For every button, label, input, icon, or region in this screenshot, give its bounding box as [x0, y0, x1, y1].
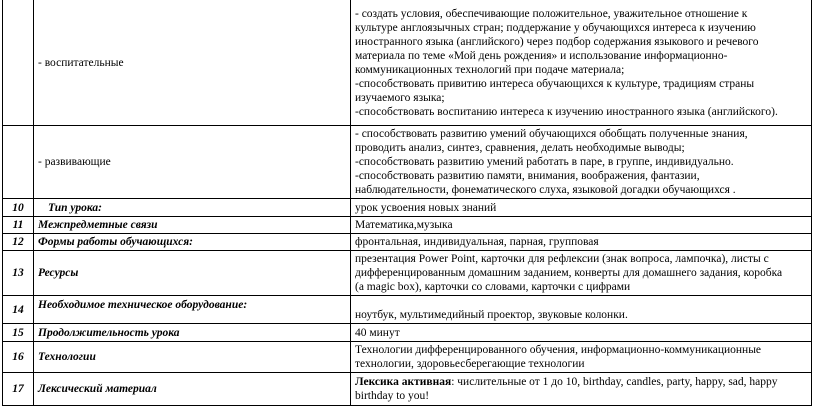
row-number: 10 — [3, 199, 34, 217]
row-number: 17 — [3, 373, 34, 406]
text-line: (a magic box), карточки со словами, карточки с цифрами — [355, 281, 631, 293]
lexis-active-label: Лексика активная — [355, 376, 452, 388]
row-label: - воспитательные — [34, 0, 351, 126]
row-value — [351, 373, 812, 406]
table-row — [3, 342, 812, 373]
row-number: 12 — [3, 234, 34, 251]
text-line: материала по теме «Мой день рождения» и использование информационно- — [355, 49, 728, 62]
text-line: проводить анализ, синтез, сравнения, делать необходимые выводы; — [355, 142, 685, 154]
table-row — [3, 324, 812, 342]
row-label: - развивающие — [34, 126, 351, 199]
text-line: наблюдательности, фонематического слуха, языковой догадки обучающихся . — [355, 184, 736, 196]
table-row — [3, 373, 812, 406]
row-label: Формы работы обучающихся: — [34, 234, 351, 251]
text-line: презентация Power Point, карточки для рефлексии (знак вопроса, лампочка), листы с — [355, 253, 769, 265]
text-line: - способствовать развитию умений обучающихся обобщать полученные знания, — [355, 128, 748, 140]
text-line: культуре англоязычных стран; поддержание у обучающихся интереса к изучению — [355, 21, 756, 34]
row-number: 11 — [3, 217, 34, 234]
text-line: Математика,музыка — [355, 219, 453, 231]
row-number — [3, 0, 34, 126]
row-number: 14 — [3, 296, 34, 324]
row-value — [351, 342, 812, 373]
table-row — [3, 251, 812, 296]
row-label: Ресурсы — [34, 251, 351, 296]
row-number: 13 — [3, 251, 34, 296]
text-line: -способствовать привитию интереса обучающихся к культуре, традициям страны — [355, 77, 755, 90]
row-label: Лексический материал — [34, 373, 351, 406]
text-line: иностранного языка (английского) через подбор содержания языкового и речевого — [355, 35, 759, 48]
row-value — [351, 217, 812, 234]
text-line: Технологии дифференцированного обучения, информационно-коммуникационные — [355, 344, 762, 356]
table-row — [3, 126, 812, 199]
text-line: 40 минут — [355, 326, 400, 339]
row-value — [351, 324, 812, 342]
row-value — [351, 234, 812, 251]
row-value — [351, 296, 812, 324]
row-number — [3, 126, 34, 199]
text-line: изучаемого языка; — [355, 91, 445, 104]
row-label: Продолжительность урока — [34, 324, 351, 342]
text-line: -способствовать развитию памяти, внимания, воображения, фантазии, — [355, 170, 700, 182]
text-line: - создать условия, обеспечивающие положительное, уважительное отношение к — [355, 7, 748, 20]
text-line: дифференцированным домашним заданием, конверты для домашнего задания, коробка — [355, 267, 783, 279]
table-row — [3, 0, 812, 126]
text-line: -способствовать воспитанию интереса к изучению иностранного языка (английского). — [355, 105, 778, 118]
table-row — [3, 199, 812, 217]
text-line: фронтальная, индивидуальная, парная, групповая — [355, 236, 599, 248]
text-line: birthday to you! — [355, 390, 430, 402]
table-row — [3, 296, 812, 324]
row-label: Тип урока: — [34, 199, 351, 217]
row-value — [351, 199, 812, 217]
row-value — [351, 126, 812, 199]
row-number: 15 — [3, 324, 34, 342]
text-line: коммуникационных технологий при подаче материала; — [355, 63, 625, 76]
row-number: 16 — [3, 342, 34, 373]
text-line — [355, 375, 807, 389]
lexis-active-text: : числительные от 1 до 10, birthday, candles, party, happy, sad, happy — [451, 376, 778, 388]
row-value — [351, 251, 812, 296]
row-label: Технологии — [34, 342, 351, 373]
table-row — [3, 217, 812, 234]
text-line: ноутбук, мультимедийный проектор, звуковые колонки. — [355, 309, 628, 321]
row-value — [351, 0, 812, 126]
table-row — [3, 234, 812, 251]
row-label: Межпредметные связи — [34, 217, 351, 234]
text-line: -способствовать развитию умений работать в паре, в группе, индивидуально. — [355, 156, 734, 168]
lesson-plan-table — [2, 0, 812, 406]
row-label: Необходимое техническое оборудование: — [34, 296, 351, 324]
text-line: урок усвоения новых знаний — [355, 202, 497, 214]
text-line: технологии, здоровьесберегающие технологии — [355, 358, 585, 370]
